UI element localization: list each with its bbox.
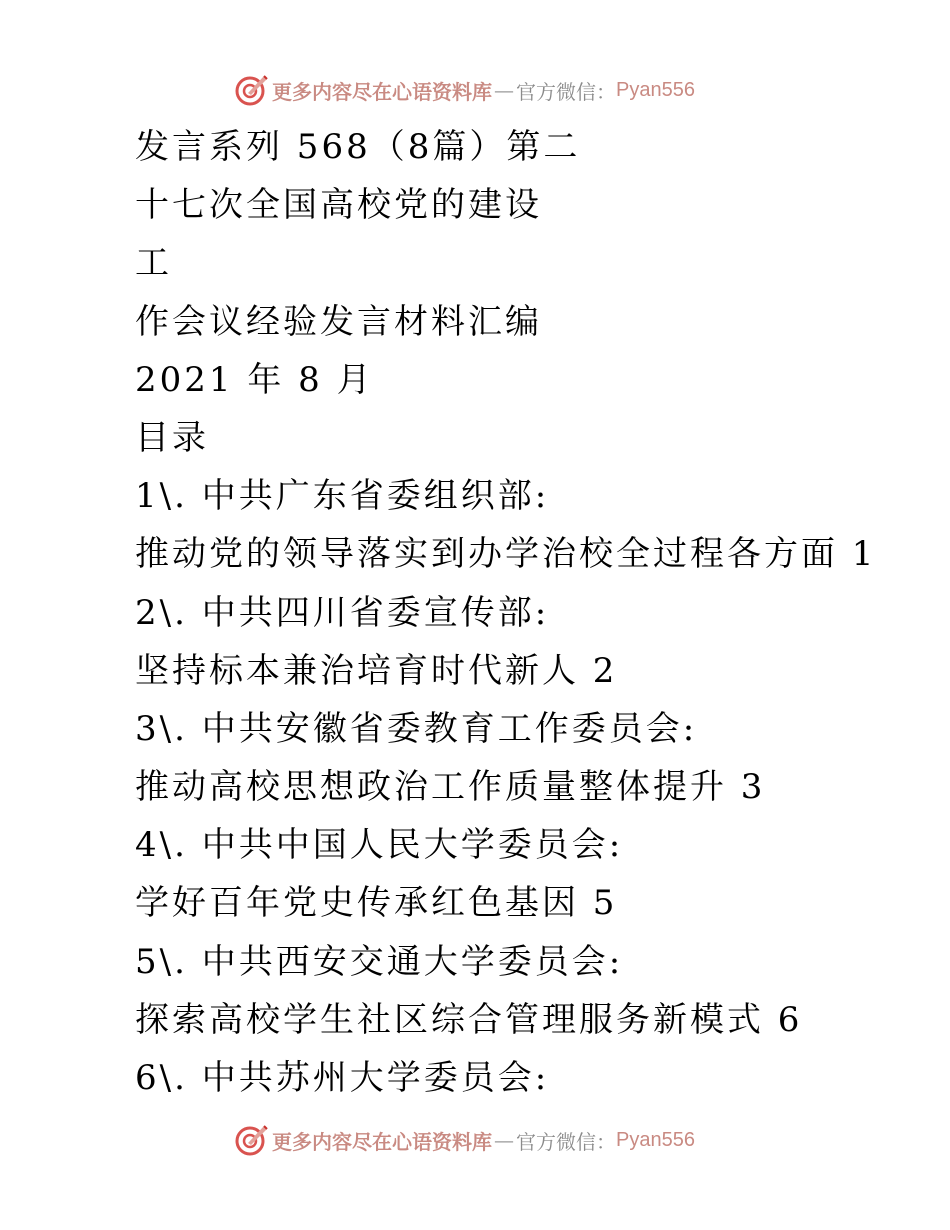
doc-title-line-1: 发言系列 568（8篇）第二 <box>135 127 581 167</box>
watermark-text: 更多内容尽在心语资料库 <box>272 1129 492 1154</box>
watermark-official: 官方微信： <box>516 79 616 104</box>
doc-date: 2021 年 8 月 <box>135 359 374 400</box>
toc-item-3-org: 3\. 中共安徽省委教育工作委员会: <box>135 708 698 749</box>
toc-item-2-org: 2\. 中共四川省委宣传部: <box>135 592 550 633</box>
watermark-dash: — <box>494 78 514 102</box>
quill-logo-icon <box>234 1123 268 1157</box>
watermark-id: Pyan556 <box>616 78 695 101</box>
toc-item-4-title: 学好百年党史传承红色基因 5 <box>135 883 618 924</box>
watermark-official: 官方微信： <box>516 1129 616 1154</box>
doc-title-line-2: 十七次全国高校党的建设 <box>135 185 542 226</box>
document-body <box>135 118 935 1107</box>
toc-item-6-org: 6\. 中共苏州大学委员会: <box>135 1058 550 1098</box>
doc-title-line-3: 工 <box>135 243 172 284</box>
toc-heading: 目录 <box>135 417 209 458</box>
watermark-footer <box>234 1122 695 1158</box>
toc-item-4-org: 4\. 中共中国人民大学委员会: <box>135 825 624 866</box>
toc-item-5-title: 探索高校学生社区综合管理服务新模式 6 <box>135 999 803 1040</box>
toc-item-1-title: 推动党的领导落实到办学治校全过程各方面 1 <box>135 534 877 575</box>
doc-title-line-4: 作会议经验发言材料汇编 <box>135 301 542 342</box>
toc-item-1-org: 1\. 中共广东省委组织部: <box>135 476 550 517</box>
watermark-header <box>234 72 695 108</box>
watermark-dash: — <box>494 1128 514 1152</box>
watermark-id: Pyan556 <box>616 1128 695 1151</box>
watermark-text: 更多内容尽在心语资料库 <box>272 79 492 104</box>
toc-item-3-title: 推动高校思想政治工作质量整体提升 3 <box>135 767 766 808</box>
quill-logo-icon <box>234 73 268 107</box>
toc-item-5-org: 5\. 中共西安交通大学委员会: <box>135 941 624 982</box>
toc-item-2-title: 坚持标本兼治培育时代新人 2 <box>135 650 618 691</box>
